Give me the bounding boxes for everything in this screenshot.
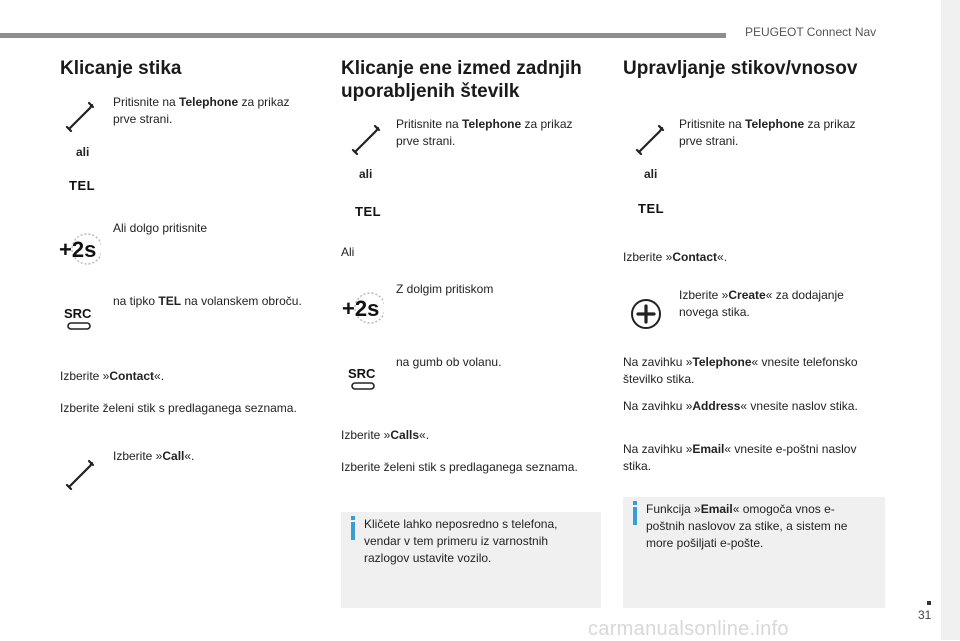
tel-label: TEL [638,201,665,216]
col2-press-telephone: Pritisnite na Telephone za prikaz prve strani. [396,117,573,148]
long-press-2s-icon [340,290,384,326]
phone-handset-icon [64,100,96,132]
svg-text:+2s: +2s [342,296,380,321]
or-label: ali [644,167,658,181]
col3-create: Izberite »Create« za dodajanje novega stika. [679,288,844,319]
col1-title: Klicanje stika [60,58,182,79]
header-rule [0,33,726,38]
col3-tab-address: Na zavihku »Address« vnesite naslov stika. [623,399,858,413]
col1-select-call: Izberite »Call«. [113,449,195,463]
page-marker [927,601,931,605]
watermark: carmanualsonline.info [588,618,789,640]
col1-select-contact: Izberite »Contact«. [60,369,165,383]
phone-handset-icon [350,123,382,155]
col2-note-text: Kličete lahko neposredno s telefona, vendar v tem primeru iz varnostnih razlogov ustavite vozilo. [364,517,558,565]
col2-select-calls: Izberite »Calls«. [341,428,430,442]
tel-label: TEL [355,204,382,219]
col1-long-press: Ali dolgo pritisnite [113,221,208,235]
col2-wheel: na gumb ob volanu. [396,355,502,369]
svg-text:SRC: SRC [64,306,92,321]
page-number: 31 [918,608,932,622]
col2-select-from-list: Izberite želeni stik s predlaganega seznama. [341,460,578,474]
svg-text:SRC: SRC [348,366,376,381]
src-wheel-button-icon [62,306,98,332]
col2-long-press: Z dolgim pritiskom [396,282,494,296]
or-label: ali [76,145,90,159]
tel-label: TEL [69,178,96,193]
info-icon [351,516,355,520]
src-wheel-button-icon [346,366,382,392]
info-icon [633,501,637,505]
phone-handset-icon [64,458,96,490]
col3-title: Upravljanje stikov/vnosov [623,58,858,79]
svg-text:+2s: +2s [59,237,97,262]
info-icon-bar [633,507,637,525]
long-press-2s-icon [57,231,101,267]
col3-press-telephone: Pritisnite na Telephone za prikaz prve strani. [679,117,856,148]
col3-tab-email: Na zavihku »Email« vnesite e-poštni naslov stika. [623,442,857,473]
phone-handset-icon [634,123,666,155]
col3-select-contact: Izberite »Contact«. [623,250,728,264]
col1-select-from-list: Izberite želeni stik s predlaganega seznama. [60,401,297,415]
col3-tab-telephone: Na zavihku »Telephone« vnesite telefonsko številko stika. [623,355,858,386]
col2-ali: Ali [341,245,355,259]
col2-info-note [341,512,601,608]
col3-note-text: Funkcija »Email« omogoča vnos e-poštnih naslovov za stike, a sistem ne more pošiljati e-pošte. [646,502,848,550]
col1-src: na tipko TEL na volanskem obroču. [113,294,302,308]
brand-label: PEUGEOT Connect Nav [745,25,877,39]
page-sidebar [941,0,960,640]
col3-info-note [623,497,885,608]
col1-press-telephone: Pritisnite na Telephone za prikaz prve strani. [113,95,290,126]
plus-circle-icon [630,298,662,330]
or-label: ali [359,167,373,181]
col2-title: Klicanje ene izmed zadnjih uporabljenih številk [341,58,582,102]
info-icon-bar [351,522,355,540]
